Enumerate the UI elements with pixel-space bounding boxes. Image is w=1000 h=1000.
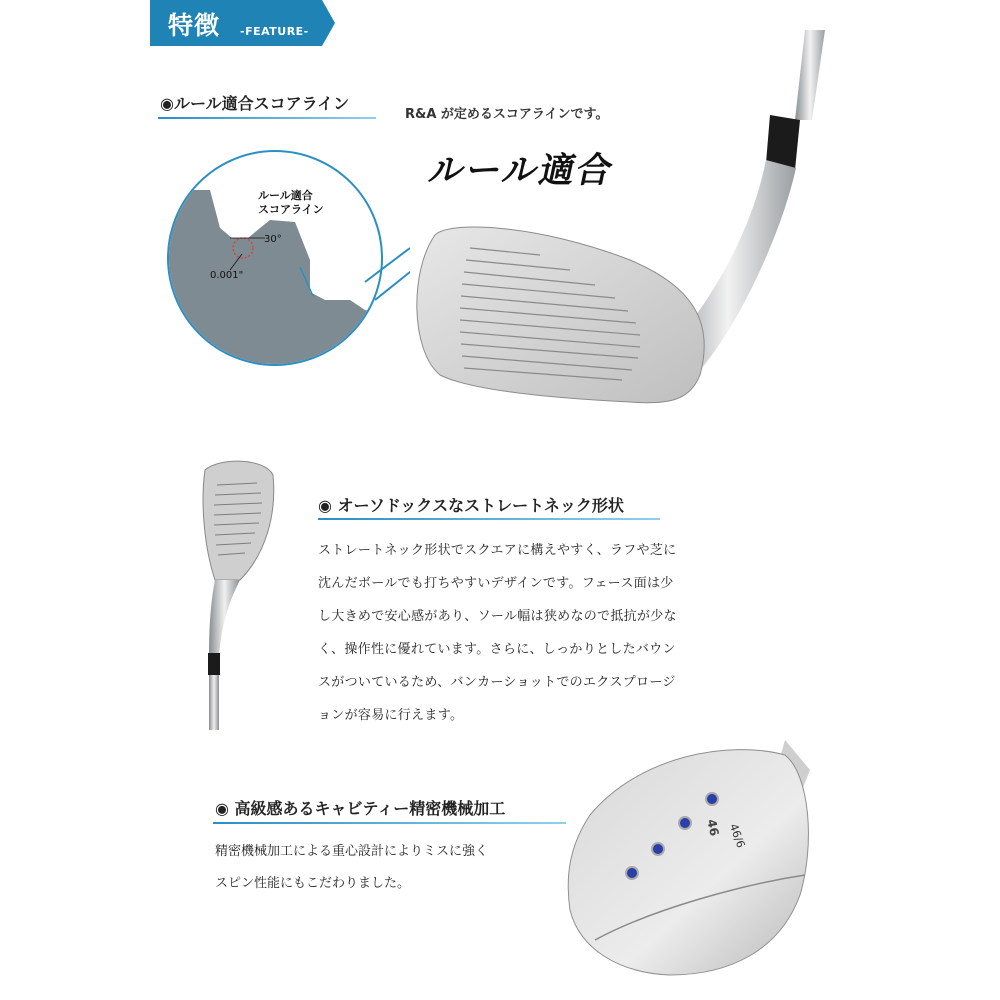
score-line-underline [158, 117, 376, 119]
cavity-body-line1: 精密機械加工による重心設計によりミスに強く [215, 844, 489, 859]
loft-number-stamp: 46 [704, 818, 722, 838]
wedge-face-image [400, 30, 840, 430]
zoom-label-line1: ルール適合 [258, 189, 313, 202]
groove-depth-label: 0.001" [210, 270, 244, 281]
straight-neck-body: ストレートネック形状でスクエアに構えやすく、ラフや芝に沈んだボールでも打ちやすいデザインです。フェース面は少し大きめで安心感があり、ソール幅は狭めなので抵抗が少なく、操作性に優れています。さらに、しっかりとしたバウンスがついているため、バンカーショットでのエクスプロージョンが容易に行えます。 [318, 543, 677, 723]
groove-angle-label: 30° [264, 234, 282, 245]
loft-bounce-stamp: 46/6 [726, 822, 748, 850]
straight-neck-heading: ◉ オーソドックスなストレートネック形状 [318, 496, 624, 515]
straight-neck-underline [318, 518, 660, 520]
zoom-label [258, 189, 324, 217]
cavity-machining-underline [213, 822, 566, 824]
rule-compliant-label: ルール適合 [425, 151, 618, 191]
score-line-description: R&A が定めるスコアラインです。 [405, 107, 609, 122]
score-line-zoom-diagram [160, 150, 410, 370]
cavity-machining-heading: ◉ 高級感あるキャビティー精密機械加工 [215, 799, 506, 818]
score-line-heading: ◉ルール適合スコアライン [160, 94, 350, 113]
straight-neck-club-image [195, 455, 285, 730]
cavity-machining-body [215, 836, 575, 900]
wedge-back-image [560, 735, 820, 980]
cavity-body-line2: スピン性能にもこだわりました。 [215, 876, 411, 891]
feature-title: 特徴 [168, 11, 221, 40]
zoom-label-line2: スコアライン [258, 203, 324, 216]
feature-subtitle: -FEATURE- [240, 25, 309, 38]
